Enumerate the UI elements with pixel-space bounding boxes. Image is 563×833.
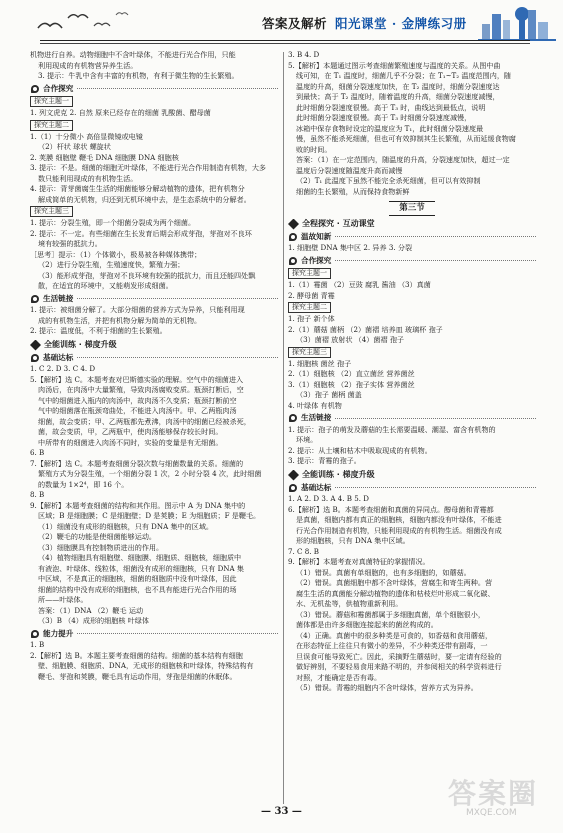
text-line: 3.（1）细胞核 （2）孢子实体 营养菌丝 xyxy=(288,379,415,389)
text-line: 到最快；高于 T₂ 温度时，随着温度的升高，细菌分裂速度减慢， xyxy=(296,92,500,101)
text-line: 线可知，在 T₁ 温度时，细菌几乎不分裂；在 T₁~T₂ 温度范围内，随 xyxy=(296,71,512,80)
text-line: 1.（1）霉菌 （2）豆豉 腐乳 酱油 （3）真菌 xyxy=(288,280,431,289)
text-line: （4）正确。真菌中的很多种类是可食的，如香菇和食用蘑菇， xyxy=(296,630,493,640)
text-line: 壁、细胞膜、细胞质、DNA，无成形的细胞核和叶绿体，特殊结构有 xyxy=(38,661,254,670)
text-line: ［思考］提示：（1）个体微小，极易被各种媒体携带； xyxy=(30,249,202,259)
text-line: （4）植物细胞具有细胞壁、细胞膜、细胞质、细胞核，细胞质中 xyxy=(38,553,242,562)
topic-label-row xyxy=(288,346,536,359)
section-rule xyxy=(335,418,536,419)
text-line: 1. 提示：分裂生殖，即一个细菌分裂成为两个细菌。 xyxy=(30,218,196,227)
text-line: 细菌的结构中没有成形的细胞核，也不具有能进行光合作用的场 xyxy=(38,584,237,594)
text-line: 旦误食可能导致死亡。因此，采摘野生蘑菇时，要一定请有经验的 xyxy=(296,651,502,661)
section-title: 合作探究 xyxy=(301,255,332,265)
text-line: 成的有机物生活，并把有机物分解为简单的无机物。 xyxy=(38,315,202,325)
text-line: 在形态特征上往往只有微小的差异，不少种类还带有剧毒，一 xyxy=(296,641,488,650)
section-rule xyxy=(77,633,278,634)
topic-label: 探究主题三 xyxy=(30,206,73,217)
section-title: 生活链接 xyxy=(301,413,332,422)
right-column xyxy=(288,50,536,694)
chapter-title: 第三节 xyxy=(389,201,435,216)
header-brand: 阳光课堂 · 金牌练习册 xyxy=(335,16,467,31)
topic-label-row xyxy=(30,95,278,108)
page-header xyxy=(0,0,563,48)
chapter-heading xyxy=(288,201,536,216)
birds-icon xyxy=(28,6,138,36)
topic-label: 探究主题一 xyxy=(288,268,331,279)
text-line: 败的时间。 xyxy=(296,144,332,154)
diamond-icon xyxy=(288,470,299,481)
part-heading xyxy=(288,219,536,230)
text-line: 9.【解析】本题考查细菌的结构和其作用。图示中 A 为 DNA 集中的 xyxy=(30,500,246,510)
diamond-icon xyxy=(30,340,41,351)
text-line: 中所带有的细菌进入肉汤不同时，实验的变量是有无细菌。 xyxy=(38,437,223,447)
watermark-text: 答案圈 xyxy=(448,777,539,810)
text-line: 9.【解析】本题考查对真菌特征的掌握情况。 xyxy=(288,557,430,566)
watermark-url: MXQE.COM xyxy=(466,808,517,818)
part-title: 全程探究 · 互动课堂 xyxy=(302,218,375,228)
header-answer-label: 答案及解析 xyxy=(262,16,328,31)
text-line: 此时细菌分裂速度很慢。高于 T₃ 时细菌分裂速度减慢， xyxy=(296,113,472,122)
text-line: （2）进行分裂生殖，生殖速度快，繁殖力强； xyxy=(38,260,185,269)
text-line: 2.（1）细胞核 （2）直立菌丝 营养菌丝 xyxy=(288,369,415,378)
text-line: 6.【解析】选 B。本题考查细菌和真菌的异同点。醇母菌和青霉都 xyxy=(288,504,494,514)
text-line: 1. B xyxy=(30,640,45,649)
section-rule xyxy=(77,298,278,299)
section-rule xyxy=(335,260,536,261)
text-line: 水、无机盐等，供植物重新利用。 xyxy=(296,599,403,608)
section-icon xyxy=(30,629,40,639)
text-line: 2. 提示：不一定。有些细菌在生长发育后期会形成芽孢，芽孢对不良环 xyxy=(30,228,252,238)
section-rule xyxy=(77,88,278,89)
text-line: 2.【解析】选 B。本题主要考查细菌的结构。细菌的基本结构有细胞 xyxy=(30,650,243,660)
topic-label-row xyxy=(30,205,278,218)
text-line: 7. C 8. B xyxy=(288,546,319,556)
text-line: 7.【解析】选 C。本题考查细菌分裂次数与细菌数量的关系。细菌的 xyxy=(30,458,244,468)
text-line: 3. 提示：青霉的孢子。 xyxy=(288,456,361,465)
text-line: 2.（1）蘑菇 菌柄 （2）菌褶 培养皿 玻璃杯 孢子 xyxy=(288,324,443,334)
section-title: 合作探究 xyxy=(43,83,74,93)
city-skyline-icon xyxy=(478,2,556,42)
text-line: 机物进行自养。动物细胞中不含叶绿体，不能进行光合作用，只能 xyxy=(30,50,236,59)
text-line: 冰箱中保存食物时设定的温度应为 T₁，此时细菌分裂速度最 xyxy=(296,123,484,133)
text-line: （3）细胞膜具有控制物质进出的作用。 xyxy=(38,542,164,552)
page-number: — 33 — xyxy=(261,806,302,817)
text-line: 菌，故会变质，甲，乙两瓶中，使肉汤能够保存较长时间。 xyxy=(38,427,223,436)
section-icon xyxy=(30,84,40,94)
text-line: 温度后分裂速度随温度升高而减慢 xyxy=(296,165,403,175)
text-line: （2）杆状 球状 螺旋状 xyxy=(38,142,111,151)
text-line: （1）错误。真菌有单细胞的，也有多细胞的，如蘑菇。 xyxy=(296,567,471,577)
text-line: 1. C 2. D 3. C 4. D xyxy=(30,364,96,373)
section-rule xyxy=(335,236,536,237)
section-rule xyxy=(77,357,278,358)
text-line: 的数量为 1×2⁴，即 16 个。 xyxy=(38,479,129,489)
section-icon xyxy=(30,353,40,363)
text-line: 答案：（1）DNA （2）鞭毛 运动 xyxy=(38,605,144,615)
section-title: 温故知新 xyxy=(301,231,332,241)
text-line: 气中的细菌落在瓶颈弯曲处，不能进入肉汤中。甲、乙两瓶肉汤 xyxy=(38,406,237,415)
text-line: （3）错误。蘑菇和霉菌都属于多细胞真菌，单个细胞很小， xyxy=(296,609,485,619)
text-line: 慢，虽然不能杀死细菌，但也可有效抑制其生长繁殖，从而延缓食物腐 xyxy=(296,134,516,143)
text-line: 繁殖方式为分裂生殖，一个细菌分裂 1 次，2 小时分裂 4 次，此时细菌 xyxy=(38,469,262,478)
topic-label: 探究主题三 xyxy=(288,347,331,358)
header-rule-thin xyxy=(40,43,530,44)
text-line: 1. 孢子 新个体 xyxy=(288,314,335,323)
section-icon xyxy=(288,483,298,493)
topic-label-row xyxy=(288,301,536,314)
text-line: 1. A 2. D 3. A 4. B 5. D xyxy=(288,494,369,503)
text-line: （3）能形成芽孢，芽孢对不良环境有较强的抵抗力，而且还能四处飘 xyxy=(38,270,256,280)
section-title: 基础达标 xyxy=(43,352,74,362)
section-icon xyxy=(30,294,40,304)
section-heading xyxy=(30,629,278,640)
text-line: 3. B 4. D xyxy=(288,50,320,59)
header-title xyxy=(262,14,467,32)
text-line: 行光合作用制造有机物，只能利用现成的有机物生活。细菌没有成 xyxy=(296,525,502,535)
topic-label: 探究主题一 xyxy=(30,96,73,107)
text-line: （3）菌褶 放射状 （4）菌褶 孢子 xyxy=(296,335,405,344)
text-line: 环境。 xyxy=(296,435,318,444)
part-heading xyxy=(288,470,536,481)
text-line: 区域；B 是细胞膜；C 是细胞壁；D 是荚膜；E 为细胞质；F 是鞭毛。 xyxy=(38,511,261,520)
section-heading xyxy=(30,84,278,95)
text-line: 1.（1）十分微小 高倍显微镜或电镜 xyxy=(30,131,143,141)
section-heading xyxy=(288,413,536,424)
text-line: 解成简单的无机物，归还到无机环境中去，是生态系统中的分解者。 xyxy=(38,194,251,204)
section-heading xyxy=(30,294,278,305)
text-line: 肉汤后，在肉汤中大量繁殖，导致肉汤腐败变质。瓶颈打断后，空 xyxy=(38,385,244,394)
text-line: 所——叶绿体。 xyxy=(38,595,88,604)
diamond-icon xyxy=(288,219,299,230)
section-title: 能力提升 xyxy=(43,628,74,638)
text-line: 1. 细胞壁 DNA 集中区 2. 异养 3. 分裂 xyxy=(288,243,413,252)
part-heading xyxy=(30,340,278,351)
header-rule xyxy=(40,40,530,41)
text-line: （3）B （4）成形的细胞核 叶绿体 xyxy=(38,616,149,625)
section-heading xyxy=(288,483,536,494)
topic-label-row xyxy=(288,267,536,280)
text-line: 利用现成的有机物营异养生活。 xyxy=(38,60,138,70)
text-line: 1. 列文虎克 2. 自然 原来已经存在的细菌 乳酸菌、醋母菌 xyxy=(30,108,211,117)
text-line: 2. 提示：温度低，不利于细菌的生长繁殖。 xyxy=(30,326,167,335)
text-line: （1）细菌没有成形的细胞核，只有 DNA 集中的区域。 xyxy=(38,521,214,531)
section-title: 基础达标 xyxy=(301,482,332,492)
section-heading xyxy=(288,232,536,243)
text-line: 8. B xyxy=(30,490,45,499)
text-line: 4. 叶绿体 有机物 xyxy=(288,400,342,410)
text-line: 是真菌，细胞内都有真正的细胞核，细胞内都没有叶绿体，不能进 xyxy=(296,515,502,524)
text-line: 2. 荚膜 细胞壁 鞭毛 DNA 细胞膜 DNA 细胞核 xyxy=(30,152,179,162)
section-icon xyxy=(288,232,298,242)
part-title: 全能训练 · 梯度升级 xyxy=(44,339,117,349)
text-line: 数只能利用现成的有机物生活。 xyxy=(38,173,138,183)
text-line: （3）孢子 菌柄 菌盖 xyxy=(296,390,362,399)
section-icon xyxy=(288,413,298,423)
topic-label-row xyxy=(30,119,278,132)
part-title: 全能训练 · 梯度升级 xyxy=(302,469,375,479)
section-heading xyxy=(30,353,278,364)
text-line: 1. 提示：被细菌分解了。大部分细菌的营养方式为异养，只能利用现 xyxy=(30,305,245,314)
text-line: 温度的升高，细菌分裂速度加快，在 T₂ 温度时，细菌分裂速度达 xyxy=(296,81,500,91)
text-line: 1. 细胞核 菌丝 孢子 xyxy=(288,358,352,368)
text-line: （2）错误。真菌细胞中都不含叶绿体，营腐生和寄生两种。营 xyxy=(296,578,493,587)
text-line: 菌体都是由许多细胞连接起来的菌丝构成的。 xyxy=(296,620,438,629)
topic-label: 探究主题二 xyxy=(288,302,331,313)
text-line: 5.【解析】本题通过图示考查细菌繁殖速度与温度的关系。从图中曲 xyxy=(288,60,501,70)
text-line: 5.【解析】选 C。本题考查对巴斯德实验的理解。空气中的细菌进入 xyxy=(30,374,244,384)
text-line: 对照，才能确定是否有毒。 xyxy=(296,672,382,682)
section-heading xyxy=(288,256,536,267)
left-column xyxy=(30,50,278,682)
text-line: 细菌，故会变质；甲、乙两瓶都先煮沸，肉汤中的细菌已经被杀死， xyxy=(38,416,251,426)
topic-label: 探究主题二 xyxy=(30,120,73,131)
section-rule xyxy=(335,487,536,488)
section-title: 生活链接 xyxy=(43,293,74,303)
text-line: （5）错误。青霉的细胞内不含叶绿体，营养方式为异养。 xyxy=(296,683,478,692)
text-line: 3. 提示：牛乳中含有丰富的有机物，有利于微生物的生长繁殖。 xyxy=(38,71,239,80)
watermark-logo xyxy=(440,772,555,827)
text-line: 有液泡、叶绿体、线粒体，细菌没有成形的细胞核，只有 DNA 集 xyxy=(38,563,244,573)
text-line: 此时细菌分裂速度很慢。高于 T₃ 时，曲线达到最低点，说明 xyxy=(296,102,486,112)
text-line: 2. 酵母菌 青霉 xyxy=(288,290,335,300)
text-line: 形的细胞核，只有 DNA 集中区域。 xyxy=(296,536,410,545)
text-line: 6. B xyxy=(30,448,45,457)
text-line: 腐生生活的真菌能分解动植物的遗体和枯枝烂叶形成二氧化碳、 xyxy=(296,588,495,598)
text-line: 散，在适宜的环境中，又能萌发形成细菌。 xyxy=(38,281,173,290)
text-line: 细菌的生长繁殖，从而保持食物新鲜 xyxy=(296,186,410,196)
text-line: 答案：（1）在一定范围内，随温度的升高，分裂速度加快，超过一定 xyxy=(296,155,510,164)
text-line: 4. 提示：背芽菌腐生生活的细菌能够分解动植物的遗体，把有机物分 xyxy=(30,184,245,193)
text-line: 气中的细菌进入瓶内的肉汤中，故肉汤不久变质；瓶颈打断前空 xyxy=(38,395,237,405)
section-icon xyxy=(288,256,298,266)
text-line: （2）T₁ 此温度下虽然不能完全杀死细菌，但可以有效抑制 xyxy=(296,176,481,185)
text-line: （2）鞭毛的功能是使细菌能够运动。 xyxy=(38,532,157,541)
text-line: 鞭毛、芽孢和荚膜，鞭毛具有运动作用，芽孢是细菌的休眠体。 xyxy=(38,671,237,681)
text-line: 做好辨别，不要轻易食用来路不明的，并参阅相关的科学资料进行 xyxy=(296,662,502,671)
text-line: 1. 提示：孢子的萌发及蘑菇的生长需要温暖、潮湿、富含有机物的 xyxy=(288,424,496,434)
column-divider xyxy=(283,52,284,804)
text-line: 中区域，不是真正的细胞核，细菌的细胞质中没有叶绿体，因此 xyxy=(38,574,237,583)
text-line: 2. 提示：从土壤和枯木中吸取现成的有机物。 xyxy=(288,445,432,455)
text-line: 境有较强的抵抗力。 xyxy=(38,239,102,248)
text-line: 3. 提示：不是。细菌的细胞无叶绿体，不能进行光合作用制造有机物，大多 xyxy=(30,163,267,172)
